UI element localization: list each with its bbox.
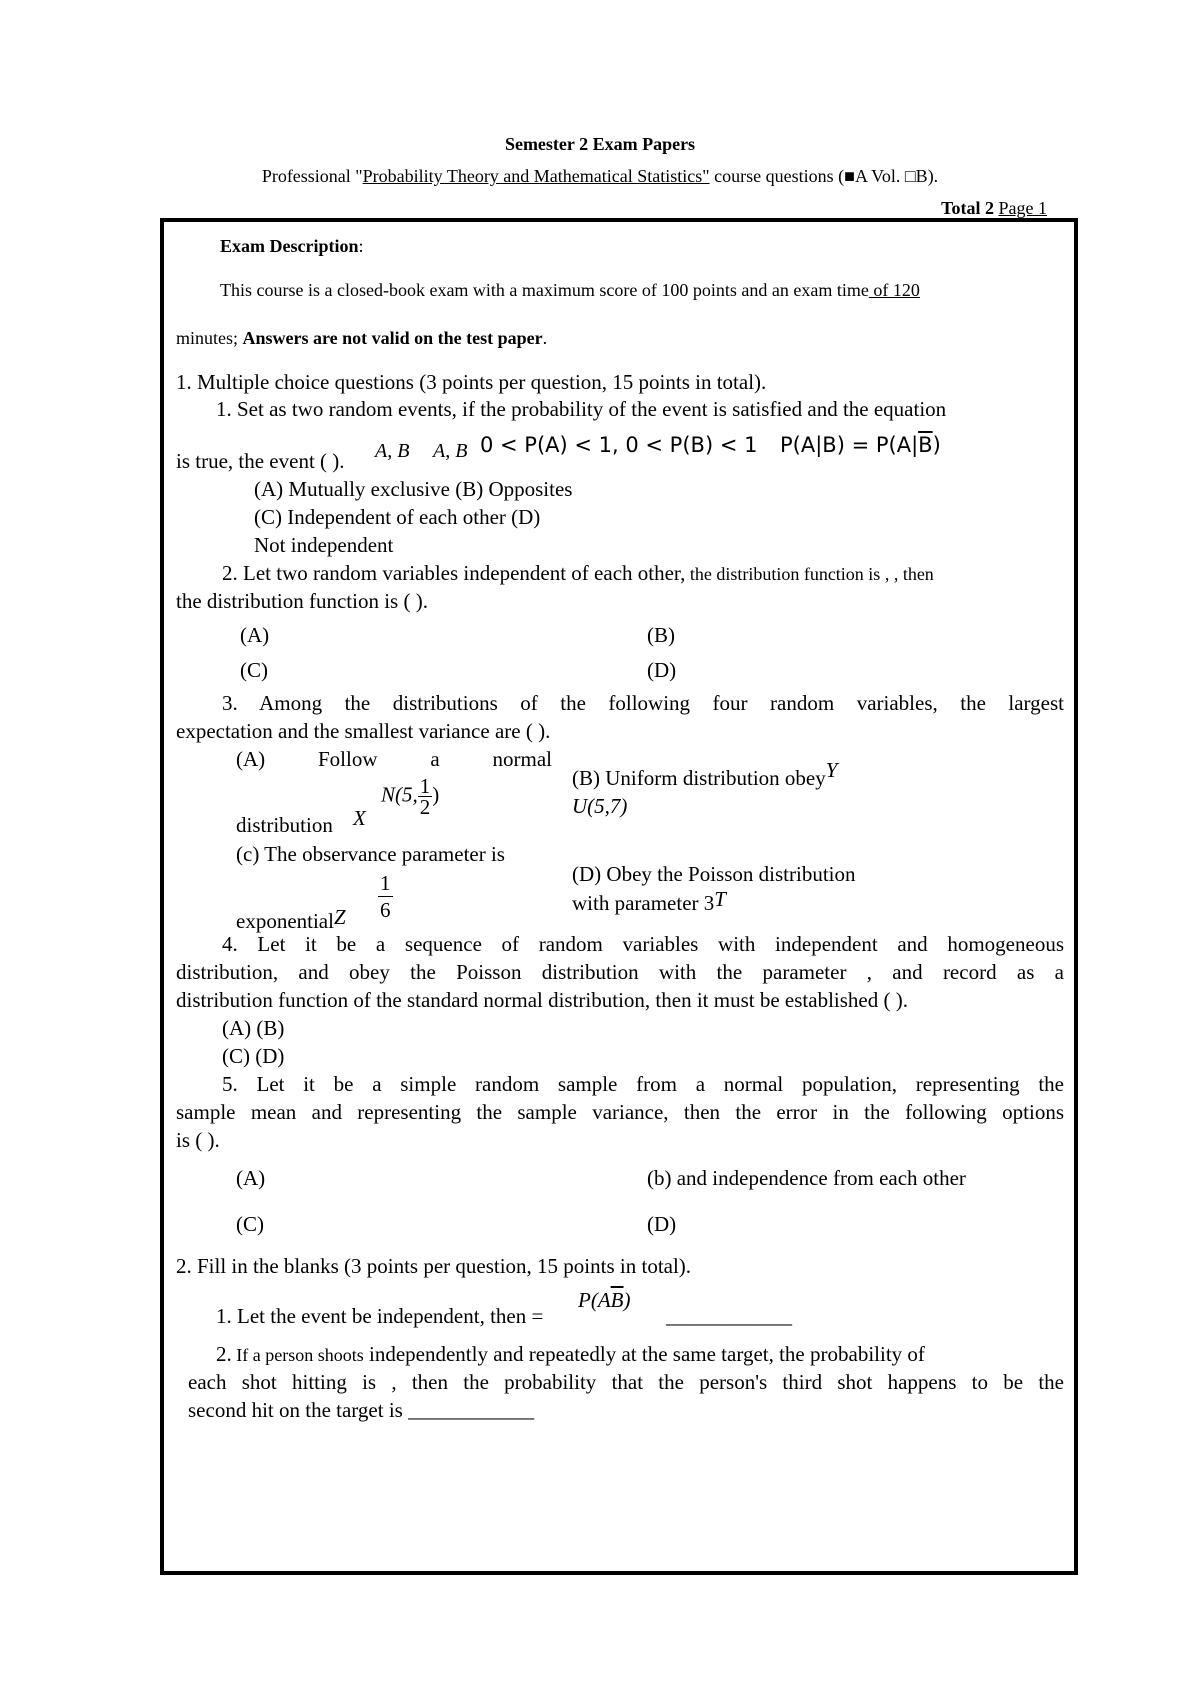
description-line-2-bold: Answers are not valid on the test paper bbox=[242, 328, 543, 348]
q1-math-equation-right: ) bbox=[932, 433, 941, 457]
fill-q1-math-bar: $\overline{B}$ bbox=[610, 1288, 624, 1312]
q2-option-b: (B) bbox=[647, 623, 675, 647]
fill-q2-number: 2. bbox=[216, 1342, 232, 1366]
q1-math-ab-1: A, B bbox=[375, 440, 410, 462]
q3-option-a-denominator: 2 bbox=[419, 795, 431, 819]
q3-option-a-var: X bbox=[353, 806, 366, 830]
q1-line-2: is true, the event ( ). bbox=[176, 449, 345, 473]
description-line-2-suffix: . bbox=[542, 328, 548, 348]
q2-line-2: the distribution function is ( ). bbox=[176, 589, 428, 613]
q1-math-equation-bar: $\overline{B}$ bbox=[918, 433, 933, 457]
description-line-2-prefix: minutes; bbox=[176, 328, 243, 348]
description-heading-colon: : bbox=[358, 236, 364, 256]
description-line-1-text: This course is a closed-book exam with a maximum score of 100 points and an exam time bbox=[220, 280, 869, 300]
fill-q2-line-1-small: If a person shoots bbox=[231, 1345, 364, 1365]
fill-q1-math-p: P(A bbox=[578, 1288, 611, 1312]
q3-option-c-denominator: 6 bbox=[380, 898, 391, 922]
q3-option-b-var: Y bbox=[825, 758, 838, 782]
q2-line-1 bbox=[222, 561, 934, 586]
q5-line-1: 5. Let it be a simple random sample from a normal population, representing the bbox=[222, 1072, 1064, 1096]
q3-line-2: expectation and the smallest variance are ( ). bbox=[176, 719, 551, 743]
description-line-2 bbox=[176, 326, 547, 350]
q5-line-2: sample mean and representing the sample variance, then the error in the following options bbox=[176, 1100, 1064, 1124]
exam-time: of 120 bbox=[868, 280, 920, 300]
q3-option-a-numerator: 1 bbox=[419, 774, 431, 798]
q5-option-c: (C) bbox=[236, 1212, 264, 1236]
q3-option-a-line-2: distribution bbox=[236, 813, 333, 837]
q3-option-a-close: ) bbox=[432, 782, 440, 807]
q3-option-c-numerator: 1 bbox=[380, 871, 391, 895]
fill-q2-line-1 bbox=[216, 1342, 925, 1367]
description-heading-text: Exam Description bbox=[220, 236, 359, 256]
description-heading bbox=[220, 234, 364, 258]
q1-line-1: 1. Set as two random events, if the probability of the event is satisfied and the equation bbox=[216, 397, 947, 421]
q3-option-a-dist bbox=[381, 776, 439, 817]
q4-line-2: distribution, and obey the Poisson distribution with the parameter , and record as a bbox=[176, 960, 1064, 984]
q3-option-b-text: (B) Uniform distribution obey bbox=[572, 766, 826, 790]
q3-option-c-fraction-body bbox=[378, 870, 393, 923]
q1-options-ab: (A) Mutually exclusive (B) Opposites bbox=[254, 477, 573, 501]
q1-math-equation-left: P(A|B) = P(A| bbox=[780, 433, 919, 457]
description-line-1 bbox=[220, 278, 920, 302]
q1-option-d-text: Not independent bbox=[254, 533, 394, 557]
q1-math-condition: 0 < P(A) < 1, 0 < P(B) < 1 bbox=[480, 433, 758, 457]
q3-option-d-line-2 bbox=[572, 887, 726, 915]
q5-option-a: (A) bbox=[236, 1166, 266, 1190]
fill-q2-line-3 bbox=[188, 1398, 534, 1422]
q5-option-d: (D) bbox=[647, 1212, 677, 1236]
subtitle-suffix: course questions (■A Vol. □B). bbox=[709, 166, 939, 186]
page-title: Semester 2 Exam Papers bbox=[504, 134, 696, 154]
page-count bbox=[0, 198, 1047, 219]
q3-option-b-line-1 bbox=[572, 758, 838, 790]
fill-q2-blank[interactable]: ____________ bbox=[408, 1398, 535, 1422]
section2-heading: 2. Fill in the blanks (3 points per question, 15 points in total). bbox=[176, 1254, 692, 1278]
q4-line-1: 4. Let it be a sequence of random variables with independent and homogeneous bbox=[222, 932, 1064, 956]
subtitle bbox=[0, 166, 1200, 187]
fill-q2-line-3-text: second hit on the target is bbox=[188, 1398, 403, 1422]
q3-option-d-line-1: (D) Obey the Poisson distribution bbox=[572, 862, 856, 886]
q5-option-b: (b) and independence from each other bbox=[647, 1166, 966, 1190]
fill-q1-text: 1. Let the event be independent, then bbox=[216, 1304, 527, 1328]
q3-option-c-fraction bbox=[378, 870, 393, 923]
section1-heading: 1. Multiple choice questions (3 points per question, 15 points in total). bbox=[176, 370, 767, 394]
q1-math-equation bbox=[780, 433, 941, 457]
q4-options-cd: (C) (D) bbox=[222, 1044, 285, 1068]
course-name: Probability Theory and Mathematical Statistics" bbox=[362, 166, 710, 186]
q2-option-a: (A) bbox=[240, 623, 270, 647]
q3-option-b-dist: U(5,7) bbox=[572, 794, 628, 818]
q3-option-d-text: with parameter 3 bbox=[572, 891, 715, 915]
q3-option-c-line-1: (c) The observance parameter is bbox=[236, 842, 505, 866]
q5-line-3: is ( ). bbox=[176, 1128, 220, 1152]
q3-option-c-line-2 bbox=[236, 905, 346, 933]
q3-option-a-dist-name: N(5, bbox=[381, 782, 418, 807]
q3-option-d-var: T bbox=[714, 887, 726, 911]
q2-option-d: (D) bbox=[647, 658, 677, 682]
q2-line-1-a: 2. Let two random variables independent of each other, bbox=[222, 561, 686, 585]
total-pages: Total 2 bbox=[941, 198, 994, 218]
q3-option-a-fraction bbox=[418, 776, 433, 817]
q1-math-ab-2: A, B bbox=[433, 440, 468, 462]
q4-options-ab: (A) (B) bbox=[222, 1016, 285, 1040]
q2-line-1-b: the distribution function is , , then bbox=[685, 564, 934, 584]
subtitle-prefix: Professional " bbox=[261, 166, 363, 186]
fill-q2-line-1-rest: independently and repeatedly at the same target, the probability of bbox=[363, 1342, 925, 1366]
q4-line-3: distribution function of the standard normal distribution, then it must be established ( ). bbox=[176, 988, 908, 1012]
fill-q1-math bbox=[578, 1288, 630, 1312]
fill-q1-equals: = bbox=[531, 1304, 544, 1328]
q3-option-a-line-1: (A) Follow a normal bbox=[236, 747, 552, 771]
fill-q1-blank[interactable]: ____________ bbox=[666, 1304, 792, 1328]
fill-q1-math-close: ) bbox=[623, 1288, 631, 1312]
fill-q2-line-2: each shot hitting is , then the probability that the person's third shot happens to be the bbox=[188, 1370, 1064, 1394]
page-number: Page 1 bbox=[998, 198, 1047, 218]
q3-option-c-var: Z bbox=[333, 905, 346, 929]
q3-line-1: 3. Among the distributions of the following four random variables, the largest bbox=[222, 691, 1064, 715]
q3-option-c-text: exponential bbox=[236, 909, 334, 933]
q2-option-c: (C) bbox=[240, 658, 268, 682]
q1-options-cd: (C) Independent of each other (D) bbox=[254, 505, 541, 529]
fill-q1 bbox=[216, 1304, 543, 1328]
